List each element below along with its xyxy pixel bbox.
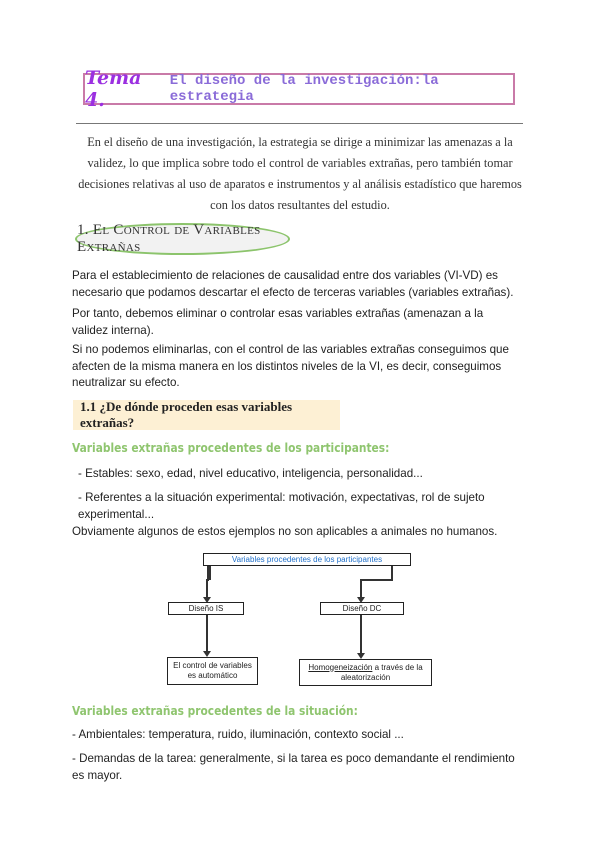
section-heading: 1. El Control de Variables Extrañas [75, 223, 290, 255]
diagram-node-right: Diseño DC [320, 602, 404, 615]
subsection-heading: 1.1 ¿De dónde proceden esas variables extrañas? [73, 400, 340, 430]
list-item: - Demandas de la tarea: generalmente, si la tarea es poco demandante el rendimiento es mayor. [72, 752, 515, 782]
intro-paragraph: En el diseño de una investigación, la estrategia se dirige a minimizar las amenazas a la validez, lo que implica sobre todo el control de variables extrañas, pero también tomar decisiones relativas al uso de aparatos e instrumentos y al análisis estadístico que haremos con los datos resultantes del estudio. [78, 135, 522, 212]
list-item: - Ambientales: temperatura, ruido, iluminación, contexto social ... [72, 728, 404, 741]
paragraph: Por tanto, debemos eliminar o controlar esas variables extrañas (amenazan a la validez interna). [72, 307, 484, 337]
diagram-leaf-left: El control de variables es automático [167, 657, 258, 685]
list-item: - Estables: sexo, edad, nivel educativo, inteligencia, personalidad... [78, 467, 423, 480]
tema-label: Tema 4. [85, 67, 142, 111]
underlined-term: Homogeneización [308, 662, 373, 672]
paragraph: Si no podemos eliminarlas, con el control de las variables extrañas conseguimos que afecten de la misma manera en los distintos niveles de la VI, es decir, conseguimos neutralizar su efecto. [72, 343, 509, 389]
paragraph: Obviamente algunos de estos ejemplos no son aplicables a animales no humanos. [72, 525, 498, 538]
paragraph: Para el establecimiento de relaciones de causalidad entre dos variables (VI-VD) es necesario que podamos descartar el efecto de terceras variables (variables extrañas). [72, 269, 514, 299]
diagram-node-left: Diseño IS [168, 602, 244, 615]
diagram-leaf-right [299, 659, 432, 686]
list-item: - Referentes a la situación experimental: motivación, expectativas, rol de sujeto experimental... [78, 491, 485, 521]
page-title: El diseño de la investigación:la estrategia [169, 73, 439, 105]
diagram-root-node: Variables procedentes de los participantes [203, 553, 411, 566]
green-heading: Variables extrañas procedentes de la situación: [72, 703, 358, 718]
green-heading: Variables extrañas procedentes de los participantes: [72, 440, 390, 455]
leaf-text: a través de la aleatorización [340, 662, 423, 682]
